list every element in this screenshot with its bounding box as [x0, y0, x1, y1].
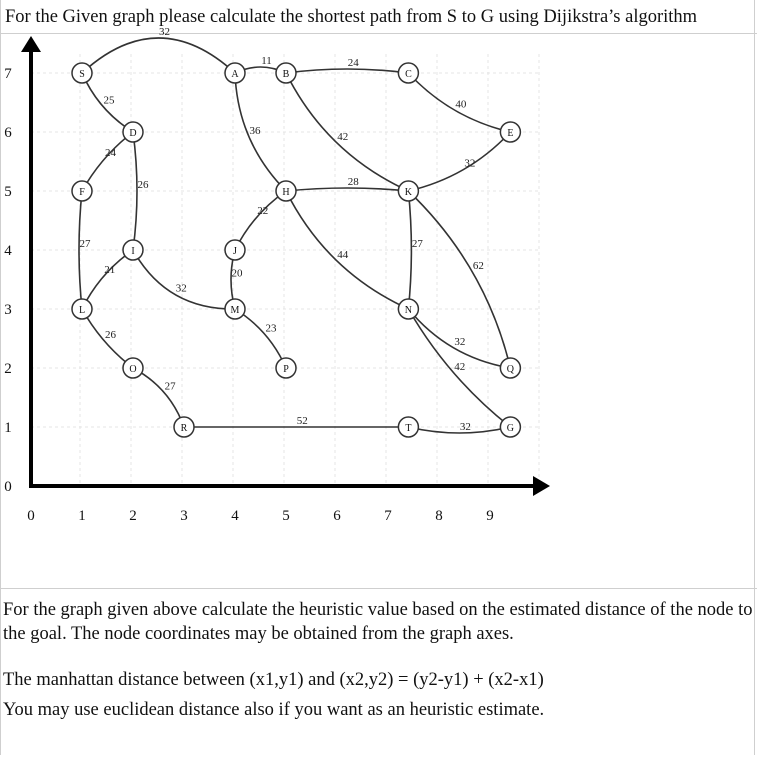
node-D-label: D: [129, 128, 137, 139]
node-C: [398, 63, 418, 83]
node-G: [500, 417, 520, 437]
y-tick-label: 4: [4, 243, 12, 259]
edge-weight-M-P: 23: [265, 322, 277, 335]
node-R-label: R: [180, 423, 188, 434]
edge-weight-T-G: 32: [459, 421, 471, 433]
node-E-label: E: [507, 128, 514, 139]
node-K: [398, 181, 418, 201]
node-J-label: J: [233, 246, 237, 257]
graph-canvas: [0, 26, 757, 589]
x-tick-label: 8: [435, 508, 443, 524]
edge-weight-R-T: 52: [296, 415, 308, 427]
edge-weight-H-J: 22: [257, 205, 269, 218]
x-tick-label: 3: [180, 508, 188, 524]
node-E: [500, 122, 520, 142]
x-tick-label: 0: [27, 508, 35, 524]
node-J: [225, 240, 245, 260]
y-tick-label: 7: [4, 66, 12, 82]
node-S-label: S: [79, 69, 85, 80]
edge-weight-A-H: 36: [249, 124, 261, 137]
edge-weight-N-Q: 32: [454, 336, 466, 349]
edge-weight-N-G: 42: [454, 360, 466, 373]
y-tick-label: 6: [4, 125, 12, 141]
x-axis-arrow: [533, 476, 550, 496]
x-tick-label: 6: [333, 508, 341, 524]
instruction-paragraph-3: You may use euclidean distance also if you want as an heuristic estimate.: [3, 700, 545, 720]
edge-weight-I-L: 21: [104, 264, 116, 277]
edge-weight-D-I: 26: [137, 179, 149, 191]
node-M: [225, 299, 245, 319]
edge-weight-K-N: 27: [411, 238, 423, 250]
node-A: [225, 63, 245, 83]
node-K-label: K: [404, 187, 413, 198]
node-G-label: G: [506, 423, 515, 434]
edge-weight-F-L: 27: [79, 238, 91, 250]
edge-E-K: [408, 132, 510, 191]
instruction-paragraph-2: The manhattan distance between (x1,y1) and (x2,y2) = (y2-y1) + (x2-x1): [3, 670, 544, 690]
graph-figure: [0, 26, 757, 589]
edge-S-A: [82, 38, 235, 73]
x-tick-label: 2: [129, 508, 137, 524]
x-tick-label: 1: [78, 508, 86, 524]
node-Q-label: Q: [506, 364, 515, 375]
node-B: [276, 63, 296, 83]
y-axis-arrow: [21, 36, 41, 52]
node-H-label: H: [282, 187, 290, 198]
node-O-label: O: [129, 364, 137, 375]
y-tick-label: 0: [4, 479, 12, 495]
node-M-label: M: [230, 305, 240, 316]
node-F-label: F: [79, 187, 85, 198]
edge-weight-D-F: 24: [104, 146, 116, 159]
node-I-label: I: [131, 246, 135, 257]
edge-weight-K-Q: 62: [472, 260, 484, 273]
x-tick-label: 7: [384, 508, 392, 524]
node-C-label: C: [405, 69, 412, 80]
question-title: For the Given graph please calculate the shortest path from S to G using Dijikstra’s algorithm: [5, 7, 698, 27]
node-T-label: T: [405, 423, 412, 434]
x-tick-label: 5: [282, 508, 290, 524]
title-row: [0, 0, 757, 34]
edge-D-F: [82, 132, 133, 191]
edge-B-C: [286, 69, 408, 73]
edge-weight-B-C: 24: [347, 57, 359, 69]
node-R: [174, 417, 194, 437]
edge-weight-C-E: 40: [455, 98, 467, 111]
edge-H-J: [235, 191, 286, 250]
edge-weight-J-M: 20: [231, 267, 243, 280]
edge-weight-S-D: 25: [103, 94, 115, 107]
edge-weight-L-O: 26: [104, 329, 116, 342]
edge-weight-S-A: 32: [159, 26, 170, 38]
y-tick-label: 2: [4, 361, 12, 377]
node-H: [276, 181, 296, 201]
node-A-label: A: [231, 69, 239, 80]
edge-O-R: [133, 368, 184, 427]
node-D: [123, 122, 143, 142]
node-N: [398, 299, 418, 319]
x-tick-label: 9: [486, 508, 494, 524]
node-L: [72, 299, 92, 319]
node-I: [123, 240, 143, 260]
node-B-label: B: [282, 69, 290, 80]
edge-weight-I-M: 32: [175, 282, 187, 295]
node-P-label: P: [283, 364, 289, 375]
node-Q: [500, 358, 520, 378]
edge-weight-B-K: 42: [337, 130, 349, 143]
node-O: [123, 358, 143, 378]
node-P: [276, 358, 296, 378]
edge-M-P: [235, 309, 286, 368]
edge-I-L: [82, 250, 133, 309]
node-L-label: L: [78, 305, 86, 316]
y-tick-label: 1: [4, 420, 12, 436]
node-N-label: N: [404, 305, 413, 316]
edge-weight-A-B: 11: [261, 55, 272, 67]
x-tick-label: 4: [231, 508, 239, 524]
node-T: [398, 417, 418, 437]
instruction-paragraph-1: For the graph given above calculate the heuristic value based on the estimated distance of the node to the goal. The node coordinates may be obtained from the graph axes.: [3, 600, 753, 644]
node-S: [72, 63, 92, 83]
y-tick-label: 3: [4, 302, 12, 318]
y-tick-label: 5: [4, 184, 12, 200]
edge-weight-O-R: 27: [164, 380, 176, 393]
edge-weight-H-N: 44: [337, 248, 349, 261]
edge-weight-E-K: 32: [464, 157, 476, 170]
edge-I-M: [133, 250, 235, 309]
instructions: [3, 598, 753, 744]
node-F: [72, 181, 92, 201]
edge-weight-H-K: 28: [347, 176, 359, 188]
edge-H-K: [286, 188, 408, 191]
